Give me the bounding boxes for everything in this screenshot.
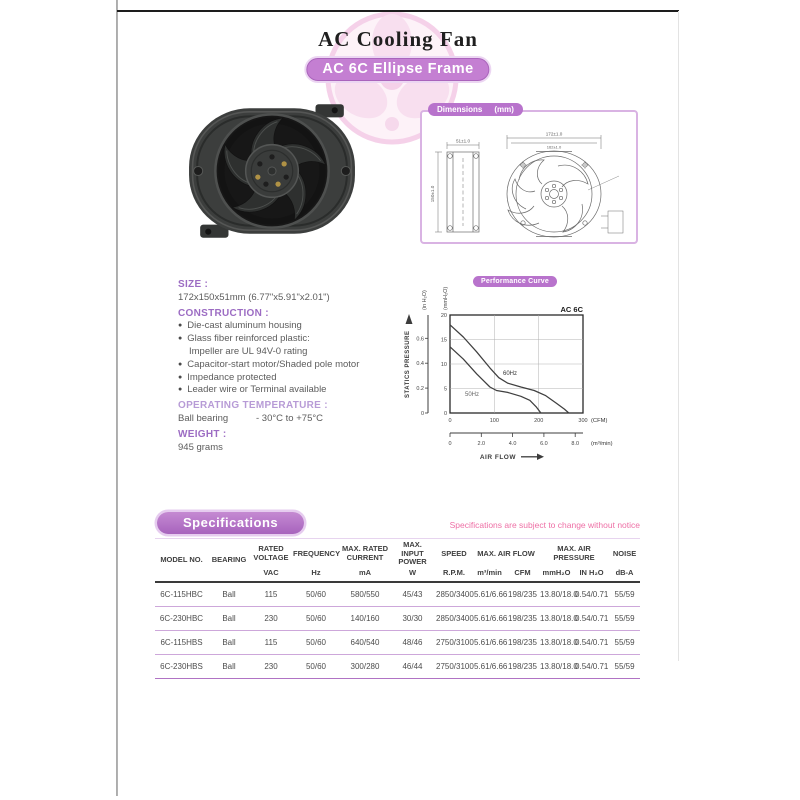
- cell-pressure-in: 0.54/0.71: [574, 582, 609, 607]
- cell-voltage: 230: [250, 655, 292, 679]
- col-header-current: MAX. RATED CURRENT: [341, 544, 389, 562]
- dimension-drawing: [423, 118, 637, 244]
- weight-value: 945 grams: [178, 441, 223, 453]
- airflow-arrow-icon: [537, 454, 544, 461]
- cell-current: 300/280: [340, 655, 390, 679]
- size-heading: SIZE :: [178, 279, 209, 290]
- unit-pressure-mm: mmH₂O: [542, 567, 571, 577]
- dim-hole-pitch-label: 162±1.0: [546, 144, 562, 150]
- fan-product-photo: [186, 102, 358, 240]
- cell-pressure-in: 0.54/0.71: [574, 631, 609, 655]
- cell-bearing: Ball: [208, 631, 250, 655]
- m3min-tick: 8.0: [571, 441, 580, 447]
- specifications-heading: Specifications: [157, 512, 304, 534]
- temperature-range: - 30°C to +75°C: [256, 412, 324, 424]
- cell-bearing: Ball: [208, 582, 250, 607]
- cell-pressure-in: 0.54/0.71: [574, 655, 609, 679]
- cell-pressure-mm: 13.80/18.0: [539, 582, 574, 607]
- scan-edge-left: [116, 0, 118, 796]
- page-title: AC Cooling Fan: [318, 27, 478, 51]
- cell-pressure-mm: 13.80/18.0: [539, 655, 574, 679]
- cell-model: 6C-115HBC: [155, 582, 208, 607]
- series-label-50hz: 50Hz: [465, 392, 480, 398]
- inh2o-tick: 0.2: [416, 386, 424, 393]
- cell-voltage: 115: [250, 582, 292, 607]
- col-header-pressure: MAX. AIR PRESSURE: [553, 544, 595, 562]
- bullet-icon: ●: [178, 386, 183, 394]
- m3min-tick: 0: [448, 441, 452, 447]
- col-header-speed: SPEED: [441, 548, 467, 558]
- cell-bearing: Ball: [208, 607, 250, 631]
- dimensions-unit: (mm): [494, 105, 514, 114]
- table-row: [155, 607, 640, 631]
- construction-item: [178, 384, 413, 397]
- x-axis-title: AIR FLOW: [479, 454, 516, 461]
- cell-pressure-mm: 13.80/18.0: [539, 607, 574, 631]
- cell-bearing: Ball: [208, 655, 250, 679]
- cell-frequency: 50/60: [292, 631, 340, 655]
- x-unit-m3min: (m³/min): [591, 441, 613, 447]
- inh2o-tick: 0.6: [416, 336, 424, 343]
- operating-temperature-heading: OPERATING TEMPERATURE :: [178, 400, 328, 412]
- specifications-table: [155, 538, 640, 679]
- unit-voltage: VAC: [263, 567, 279, 577]
- bullet-icon: ●: [178, 373, 183, 381]
- construction-item-text: Leader wire or Terminal available: [187, 384, 327, 396]
- construction-item-text: Capacitor-start motor/Shaded pole motor: [187, 358, 360, 370]
- inh2o-tick: 0.4: [416, 361, 424, 368]
- table-row: [155, 655, 640, 679]
- cell-airflow-cfm: 198/235: [506, 631, 539, 655]
- col-header-bearing: BEARING: [211, 555, 247, 565]
- cell-speed: 2850/3400: [435, 582, 473, 607]
- col-header-voltage: RATED VOLTAGE: [253, 544, 289, 562]
- mmh2o-tick: 10: [440, 362, 447, 368]
- dimensions-label: Dimensions: [437, 105, 483, 114]
- construction-item: [178, 333, 413, 346]
- model-series-badge: AC 6C Ellipse Frame: [306, 58, 489, 81]
- bullet-icon: ●: [178, 335, 183, 343]
- cell-noise: 55/59: [609, 607, 640, 631]
- performance-curve-chart: [395, 268, 645, 468]
- col-header-power: MAX. INPUT POWER: [398, 540, 427, 566]
- series-label-60hz: 60Hz: [503, 371, 518, 377]
- col-header-frequency: FREQUENCY: [293, 548, 341, 558]
- cell-airflow-cfm: 198/235: [506, 655, 539, 679]
- cfm-tick: 100: [489, 418, 499, 424]
- mmh2o-tick: 0: [443, 411, 447, 417]
- unit-power: W: [408, 567, 417, 577]
- x-unit-cfm: (CFM): [591, 418, 608, 424]
- table-row: [155, 631, 640, 655]
- mmh2o-tick: 5: [443, 386, 447, 393]
- cell-speed: 2850/3400: [435, 607, 473, 631]
- cell-noise: 55/59: [609, 655, 640, 679]
- construction-item: [178, 372, 413, 385]
- col-header-airflow: MAX. AIR FLOW: [477, 548, 535, 558]
- m3min-tick: 6.0: [540, 441, 548, 447]
- cell-voltage: 115: [250, 631, 292, 655]
- col-header-model: MODEL NO.: [160, 555, 203, 565]
- inh2o-tick: 0: [420, 411, 424, 417]
- construction-item-text: Impedance protected: [187, 371, 277, 383]
- bullet-icon: ●: [178, 360, 183, 368]
- cell-power: 45/43: [390, 582, 435, 607]
- cfm-tick: 200: [534, 418, 544, 424]
- cell-airflow-m3: 5.61/6.66: [473, 655, 506, 679]
- cfm-tick: 0: [448, 418, 452, 424]
- cell-noise: 55/59: [609, 582, 640, 607]
- curve-60hz: [450, 325, 569, 413]
- cell-current: 640/540: [340, 631, 390, 655]
- cell-model: 6C-230HBS: [155, 655, 208, 679]
- chart-model-label: AC 6C: [560, 305, 583, 314]
- cell-power: 30/30: [390, 607, 435, 631]
- cfm-tick: 300: [578, 418, 588, 424]
- y-axis-title: STATICS PRESSURE: [405, 330, 411, 398]
- dimensions-box: [420, 110, 638, 244]
- unit-speed: R.P.M.: [443, 567, 465, 577]
- cell-frequency: 50/60: [292, 607, 340, 631]
- cell-airflow-m3: 5.61/6.66: [473, 607, 506, 631]
- unit-frequency: Hz: [311, 567, 321, 577]
- performance-curve-badge: Performance Curve: [473, 276, 557, 287]
- cell-airflow-cfm: 198/235: [506, 582, 539, 607]
- specifications-notice: Specifications are subject to change without notice: [449, 520, 640, 530]
- curve-50hz: [450, 347, 541, 413]
- cell-airflow-cfm: 198/235: [506, 607, 539, 631]
- dim-height-label: 150±1.0: [430, 185, 435, 203]
- dim-width-label: 172±1.0: [545, 131, 563, 137]
- operating-temperature-row: [178, 413, 413, 426]
- cell-current: 140/160: [340, 607, 390, 631]
- cell-model: 6C-230HBC: [155, 607, 208, 631]
- y-unit-inh2o: (in H₂O): [422, 290, 428, 310]
- construction-item: [178, 359, 413, 372]
- dimensions-box-label: [428, 103, 523, 116]
- cell-frequency: 50/60: [292, 582, 340, 607]
- dim-depth-label: 51±1.0: [455, 138, 471, 144]
- cell-speed: 2750/3100: [435, 631, 473, 655]
- unit-pressure-in: IN H₂O: [579, 567, 604, 577]
- cell-power: 48/46: [390, 631, 435, 655]
- cell-power: 46/44: [390, 655, 435, 679]
- cell-pressure-in: 0.54/0.71: [574, 607, 609, 631]
- mmh2o-tick: 20: [440, 313, 447, 319]
- product-specs-text: [178, 276, 413, 454]
- unit-airflow-m3: m³/min: [477, 567, 502, 577]
- cell-pressure-mm: 13.80/18.0: [539, 631, 574, 655]
- cell-speed: 2750/3100: [435, 655, 473, 679]
- unit-airflow-cfm: CFM: [514, 567, 531, 577]
- cell-model: 6C-115HBS: [155, 631, 208, 655]
- mmh2o-tick: 15: [440, 337, 447, 344]
- cell-current: 580/550: [340, 582, 390, 607]
- unit-current: mA: [358, 567, 372, 577]
- y-unit-mmh2o: (mmH₂O): [443, 286, 449, 310]
- bullet-icon: ●: [178, 322, 183, 330]
- col-header-noise: NOISE: [612, 548, 637, 558]
- bearing-type-label: Ball bearing: [178, 412, 229, 424]
- cell-noise: 55/59: [609, 631, 640, 655]
- table-row: [155, 582, 640, 607]
- construction-item-text: Glass fiber reinforced plastic:: [187, 333, 310, 345]
- cell-airflow-m3: 5.61/6.66: [473, 631, 506, 655]
- cell-frequency: 50/60: [292, 655, 340, 679]
- unit-noise: dB-A: [615, 567, 634, 577]
- size-value: 172x150x51mm (6.77"x5.91"x2.01"): [178, 291, 330, 303]
- construction-item-text: Die-cast aluminum housing: [187, 320, 302, 332]
- weight-heading: WEIGHT :: [178, 428, 227, 440]
- fan-hub: [246, 145, 299, 198]
- m3min-tick: 4.0: [508, 441, 517, 447]
- construction-subitem: Impeller are UL 94V-0 rating: [189, 345, 308, 357]
- scan-edge-right: [678, 11, 679, 661]
- cell-voltage: 230: [250, 607, 292, 631]
- m3min-tick: 2.0: [477, 441, 486, 447]
- construction-heading: CONSTRUCTION :: [178, 307, 269, 319]
- cell-airflow-m3: 5.61/6.66: [473, 582, 506, 607]
- construction-item: [178, 320, 413, 333]
